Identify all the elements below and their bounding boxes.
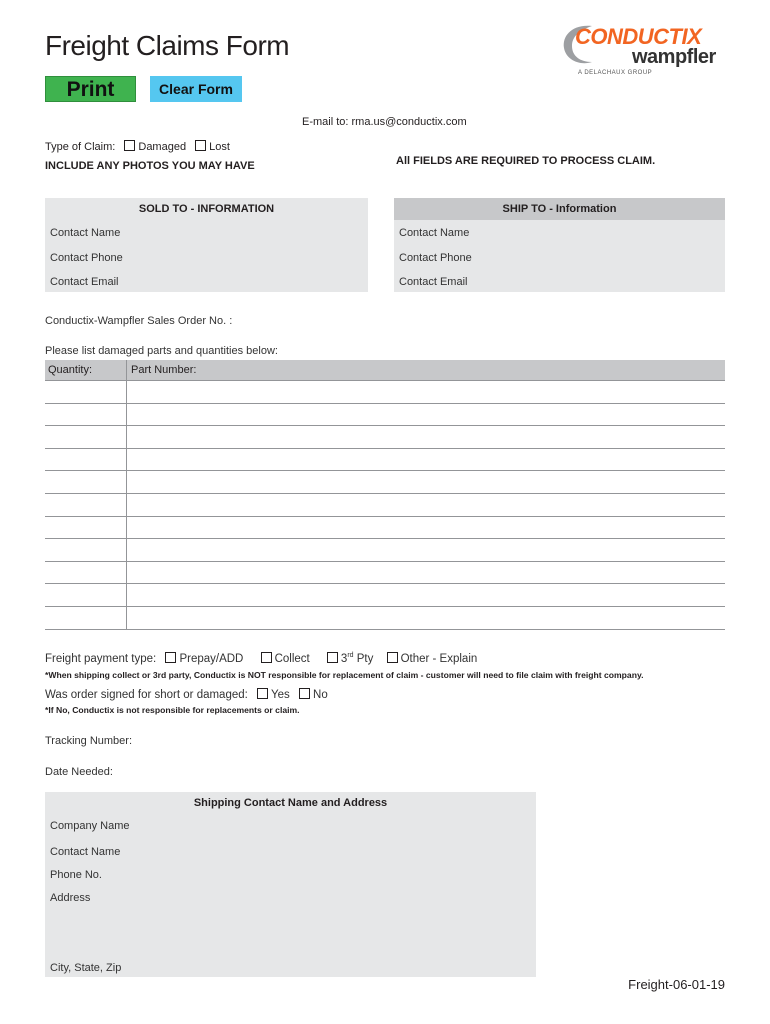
- quantity-header: Quantity:: [45, 360, 127, 381]
- quantity-cell[interactable]: [45, 426, 127, 449]
- damaged-label: Damaged: [138, 141, 187, 153]
- sold-to-contact-phone[interactable]: Contact Phone: [50, 252, 123, 264]
- clear-form-button[interactable]: Clear Form: [150, 76, 242, 102]
- claim-type-row: [45, 140, 230, 153]
- table-row: [45, 448, 725, 471]
- sold-to-section: [45, 198, 368, 292]
- sales-order-field[interactable]: Conductix-Wampfler Sales Order No. :: [45, 315, 233, 327]
- parts-table-header: [45, 360, 725, 381]
- part-number-cell[interactable]: [127, 606, 726, 629]
- sold-to-title: SOLD TO - INFORMATION: [138, 203, 275, 215]
- table-row: [45, 539, 725, 562]
- part-number-cell[interactable]: [127, 448, 726, 471]
- table-row: [45, 493, 725, 516]
- ship-to-contact-email[interactable]: Contact Email: [399, 276, 468, 288]
- third-party-num: 3: [340, 653, 348, 665]
- quantity-cell[interactable]: [45, 516, 127, 539]
- claim-type-label: Type of Claim:: [45, 141, 116, 153]
- required-note: All FIELDS ARE REQUIRED TO PROCESS CLAIM.: [396, 155, 656, 167]
- logo-group-text: A DELACHAUX GROUP: [578, 70, 653, 76]
- other-checkbox[interactable]: [387, 652, 398, 663]
- table-row: [45, 403, 725, 426]
- print-button[interactable]: Print: [45, 76, 136, 102]
- quantity-cell[interactable]: [45, 584, 127, 607]
- parts-table: [45, 360, 725, 630]
- part-number-cell[interactable]: [127, 584, 726, 607]
- part-number-cell[interactable]: [127, 381, 726, 404]
- lost-checkbox[interactable]: [195, 140, 206, 151]
- signed-row: [45, 688, 328, 701]
- part-number-cell[interactable]: [127, 471, 726, 494]
- company-logo: [558, 18, 730, 80]
- part-number-cell[interactable]: [127, 493, 726, 516]
- quantity-cell[interactable]: [45, 606, 127, 629]
- company-name-field[interactable]: Company Name: [50, 820, 130, 832]
- quantity-cell[interactable]: [45, 561, 127, 584]
- quantity-cell[interactable]: [45, 403, 127, 426]
- sold-to-contact-email[interactable]: Contact Email: [50, 276, 119, 288]
- shipping-contact-title: Shipping Contact Name and Address: [193, 797, 388, 809]
- form-code: Freight-06-01-19: [628, 977, 725, 992]
- city-state-zip-field[interactable]: City, State, Zip: [50, 962, 122, 974]
- table-row: [45, 584, 725, 607]
- quantity-cell[interactable]: [45, 493, 127, 516]
- table-row: [45, 426, 725, 449]
- quantity-cell[interactable]: [45, 539, 127, 562]
- logo-name: CONDUCTIX: [575, 24, 702, 49]
- address-field[interactable]: Address: [50, 892, 91, 904]
- shipping-contact-section: [45, 792, 536, 977]
- ship-to-contact-phone[interactable]: Contact Phone: [399, 252, 472, 264]
- ship-to-title: SHIP TO - Information: [502, 203, 617, 215]
- logo-subname: wampfler: [632, 46, 716, 68]
- prepay-checkbox[interactable]: [165, 652, 176, 663]
- third-party-label: [341, 653, 373, 665]
- part-number-cell[interactable]: [127, 561, 726, 584]
- table-row: [45, 516, 725, 539]
- table-row: [45, 471, 725, 494]
- table-row: [45, 606, 725, 629]
- third-party-rest: Pty: [353, 653, 374, 665]
- payment-note: *When shipping collect or 3rd party, Conductix is NOT responsible for replacement of claim - customer will need to file claim with freight company.: [45, 670, 644, 680]
- payment-type-row: [45, 652, 477, 665]
- prepay-label: Prepay/ADD: [179, 653, 244, 665]
- part-number-header: Part Number:: [127, 360, 726, 381]
- quantity-cell[interactable]: [45, 448, 127, 471]
- parts-intro: Please list damaged parts and quantities below:: [45, 345, 278, 357]
- lost-label: Lost: [209, 141, 230, 153]
- payment-type-label: Freight payment type:: [45, 653, 157, 665]
- yes-checkbox[interactable]: [257, 688, 268, 699]
- date-needed-field[interactable]: Date Needed:: [45, 766, 113, 778]
- part-number-cell[interactable]: [127, 539, 726, 562]
- table-row: [45, 381, 725, 404]
- signed-label: Was order signed for short or damaged:: [45, 689, 248, 701]
- quantity-cell[interactable]: [45, 471, 127, 494]
- ship-to-contact-name[interactable]: Contact Name: [399, 227, 470, 239]
- third-party-checkbox[interactable]: [327, 652, 338, 663]
- yes-label: Yes: [271, 689, 290, 701]
- collect-label: Collect: [274, 653, 310, 665]
- phone-no-field[interactable]: Phone No.: [50, 869, 102, 881]
- part-number-cell[interactable]: [127, 403, 726, 426]
- table-row: [45, 561, 725, 584]
- collect-checkbox[interactable]: [261, 652, 272, 663]
- contact-name-field[interactable]: Contact Name: [50, 846, 121, 858]
- email-line: E-mail to: rma.us@conductix.com: [302, 116, 467, 128]
- photos-note: INCLUDE ANY PHOTOS YOU MAY HAVE: [45, 160, 255, 172]
- ship-to-section: [394, 198, 725, 292]
- other-label: Other - Explain: [400, 653, 478, 665]
- third-party-sup: rd: [347, 652, 354, 660]
- quantity-cell[interactable]: [45, 381, 127, 404]
- page-title: Freight Claims Form: [45, 30, 290, 61]
- no-checkbox[interactable]: [299, 688, 310, 699]
- damaged-checkbox[interactable]: [124, 140, 135, 151]
- part-number-cell[interactable]: [127, 516, 726, 539]
- signed-note: *If No, Conductix is not responsible for replacements or claim.: [45, 705, 300, 715]
- sold-to-contact-name[interactable]: Contact Name: [50, 227, 121, 239]
- part-number-cell[interactable]: [127, 426, 726, 449]
- no-label: No: [313, 689, 328, 701]
- tracking-number-field[interactable]: Tracking Number:: [45, 735, 133, 747]
